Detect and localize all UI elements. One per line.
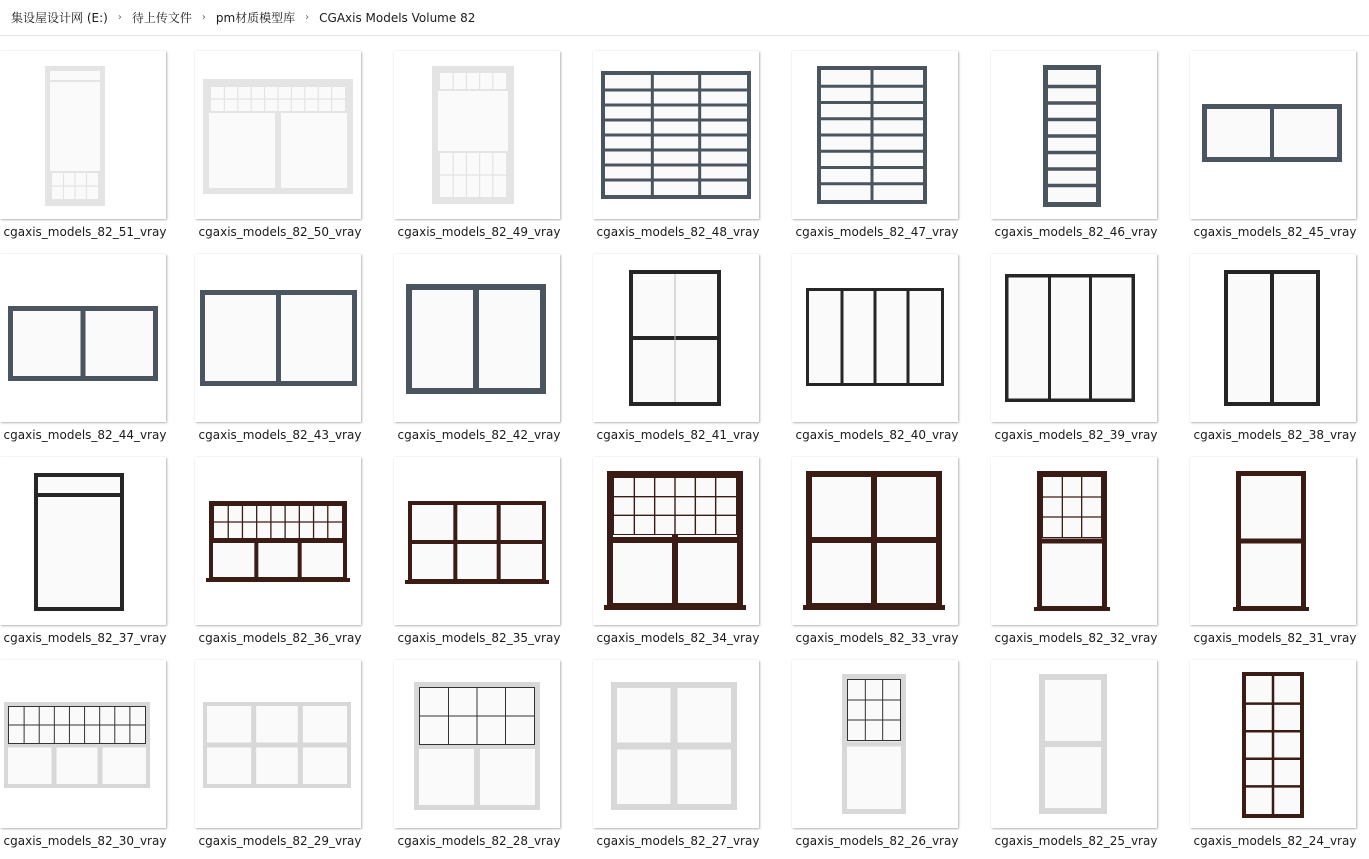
file-name[interactable]: cgaxis_models_82_43_vray: [198, 428, 362, 442]
file-item[interactable]: [593, 645, 779, 848]
window-model-preview: [0, 660, 166, 828]
file-name[interactable]: cgaxis_models_82_30_vray: [3, 834, 167, 848]
file-thumbnail[interactable]: [1190, 254, 1356, 422]
file-item[interactable]: [394, 442, 580, 645]
file-thumbnail[interactable]: [991, 457, 1157, 625]
file-thumbnail[interactable]: [792, 660, 958, 828]
window-model-preview: [792, 254, 958, 422]
window-model-preview: [394, 660, 560, 828]
file-name[interactable]: cgaxis_models_82_49_vray: [397, 225, 561, 239]
file-thumbnail[interactable]: [1190, 51, 1356, 219]
chevron-right-icon[interactable]: ›: [117, 12, 122, 23]
file-item[interactable]: [792, 36, 978, 239]
file-name[interactable]: cgaxis_models_82_34_vray: [596, 631, 760, 645]
window-sill: [1233, 607, 1309, 611]
window-model-preview: [593, 254, 759, 422]
file-name[interactable]: cgaxis_models_82_33_vray: [795, 631, 959, 645]
window-model-preview: [991, 457, 1157, 625]
file-thumbnail[interactable]: [0, 660, 166, 828]
file-item[interactable]: [991, 36, 1177, 239]
window-model-preview: [792, 660, 958, 828]
file-name[interactable]: cgaxis_models_82_27_vray: [596, 834, 760, 848]
window-model-preview: [195, 51, 361, 219]
file-thumbnail[interactable]: [195, 51, 361, 219]
breadcrumb-item[interactable]: 集设屋设计网 (E:): [11, 11, 108, 25]
chevron-right-icon[interactable]: ›: [201, 12, 206, 23]
file-item[interactable]: [593, 239, 779, 442]
file-name[interactable]: cgaxis_models_82_25_vray: [994, 834, 1158, 848]
file-name[interactable]: cgaxis_models_82_45_vray: [1193, 225, 1357, 239]
file-name[interactable]: cgaxis_models_82_51_vray: [3, 225, 167, 239]
window-model-preview: [394, 254, 560, 422]
file-item[interactable]: [394, 36, 580, 239]
file-item[interactable]: [1190, 239, 1369, 442]
file-item[interactable]: [593, 442, 779, 645]
window-model-preview: [1190, 254, 1356, 422]
window-model-preview: [1190, 457, 1356, 625]
file-item[interactable]: [195, 239, 381, 442]
file-name[interactable]: cgaxis_models_82_32_vray: [994, 631, 1158, 645]
file-thumbnail[interactable]: [991, 51, 1157, 219]
file-name[interactable]: cgaxis_models_82_28_vray: [397, 834, 561, 848]
file-thumbnail[interactable]: [195, 660, 361, 828]
file-name[interactable]: cgaxis_models_82_44_vray: [3, 428, 167, 442]
file-item[interactable]: [0, 645, 186, 848]
file-name[interactable]: cgaxis_models_82_29_vray: [198, 834, 362, 848]
file-thumbnail[interactable]: [991, 660, 1157, 828]
file-thumbnail[interactable]: [0, 51, 166, 219]
file-name[interactable]: cgaxis_models_82_48_vray: [596, 225, 760, 239]
file-item[interactable]: [1190, 442, 1369, 645]
window-model-preview: [593, 457, 759, 625]
window-model-preview: [991, 254, 1157, 422]
file-name[interactable]: cgaxis_models_82_42_vray: [397, 428, 561, 442]
file-name[interactable]: cgaxis_models_82_38_vray: [1193, 428, 1357, 442]
file-thumbnail[interactable]: [394, 660, 560, 828]
file-thumbnail[interactable]: [0, 457, 166, 625]
file-name[interactable]: cgaxis_models_82_40_vray: [795, 428, 959, 442]
file-name[interactable]: cgaxis_models_82_36_vray: [198, 631, 362, 645]
file-item[interactable]: [394, 645, 580, 848]
file-name[interactable]: cgaxis_models_82_31_vray: [1193, 631, 1357, 645]
file-item[interactable]: [0, 36, 186, 239]
breadcrumb-item[interactable]: pm材质模型库: [215, 11, 296, 25]
file-item[interactable]: [1190, 36, 1369, 239]
window-model-preview: [593, 51, 759, 219]
window-model-preview: [1190, 51, 1356, 219]
file-name[interactable]: cgaxis_models_82_37_vray: [3, 631, 167, 645]
file-item[interactable]: [991, 442, 1177, 645]
file-thumbnail[interactable]: [593, 660, 759, 828]
file-name[interactable]: cgaxis_models_82_46_vray: [994, 225, 1158, 239]
file-thumbnail[interactable]: [593, 51, 759, 219]
file-item[interactable]: [991, 239, 1177, 442]
file-thumbnail[interactable]: [991, 254, 1157, 422]
file-item[interactable]: [792, 442, 978, 645]
window-model-preview: [394, 457, 560, 625]
window-model-preview: [792, 51, 958, 219]
file-thumbnail[interactable]: [394, 254, 560, 422]
file-thumbnail[interactable]: [195, 254, 361, 422]
breadcrumb: [0, 0, 1369, 36]
file-thumbnail[interactable]: [792, 457, 958, 625]
file-item[interactable]: [394, 239, 580, 442]
breadcrumb-item[interactable]: CGAxis Models Volume 82: [319, 10, 476, 25]
window-sill: [405, 580, 549, 584]
file-item[interactable]: [195, 442, 381, 645]
chevron-right-icon[interactable]: ›: [305, 12, 310, 23]
file-item[interactable]: [792, 239, 978, 442]
window-sill: [1034, 607, 1110, 611]
window-model-preview: [0, 51, 166, 219]
file-thumbnail[interactable]: [593, 457, 759, 625]
file-item[interactable]: [195, 645, 381, 848]
file-name[interactable]: cgaxis_models_82_35_vray: [397, 631, 561, 645]
file-item[interactable]: [1190, 645, 1369, 848]
window-model-preview: [0, 457, 166, 625]
file-item[interactable]: [792, 645, 978, 848]
file-thumbnail[interactable]: [1190, 660, 1356, 828]
breadcrumb-item[interactable]: 待上传文件: [131, 11, 192, 25]
file-thumbnail[interactable]: [394, 51, 560, 219]
window-glass: [1009, 278, 1132, 399]
window-sill: [604, 605, 746, 610]
window-sill: [803, 605, 945, 610]
file-item[interactable]: [991, 645, 1177, 848]
file-thumbnail[interactable]: [593, 254, 759, 422]
window-glass: [848, 680, 900, 740]
window-glass: [1043, 477, 1101, 537]
window-model-preview: [1190, 660, 1356, 828]
window-model-preview: [792, 457, 958, 625]
file-thumbnail[interactable]: [1190, 457, 1356, 625]
file-name[interactable]: cgaxis_models_82_26_vray: [795, 834, 959, 848]
file-name[interactable]: cgaxis_models_82_47_vray: [795, 225, 959, 239]
file-name[interactable]: cgaxis_models_82_50_vray: [198, 225, 362, 239]
file-item[interactable]: [0, 239, 186, 442]
window-model-preview: [394, 51, 560, 219]
file-item[interactable]: [593, 36, 779, 239]
window-model-preview: [0, 254, 166, 422]
window-model-preview: [195, 660, 361, 828]
window-model-preview: [195, 457, 361, 625]
window-model-preview: [991, 660, 1157, 828]
file-thumbnail[interactable]: [195, 457, 361, 625]
file-name[interactable]: cgaxis_models_82_24_vray: [1193, 834, 1357, 848]
file-thumbnail[interactable]: [792, 254, 958, 422]
window-model-preview: [593, 660, 759, 828]
window-model-preview: [195, 254, 361, 422]
file-thumbnail[interactable]: [0, 254, 166, 422]
window-model-preview: [991, 51, 1157, 219]
window-glass: [440, 73, 506, 89]
file-item[interactable]: [0, 442, 186, 645]
file-thumbnail[interactable]: [394, 457, 560, 625]
file-grid: [0, 36, 1369, 859]
file-thumbnail[interactable]: [792, 51, 958, 219]
file-name[interactable]: cgaxis_models_82_41_vray: [596, 428, 760, 442]
file-item[interactable]: [195, 36, 381, 239]
window-sill: [206, 578, 350, 582]
file-name[interactable]: cgaxis_models_82_39_vray: [994, 428, 1158, 442]
